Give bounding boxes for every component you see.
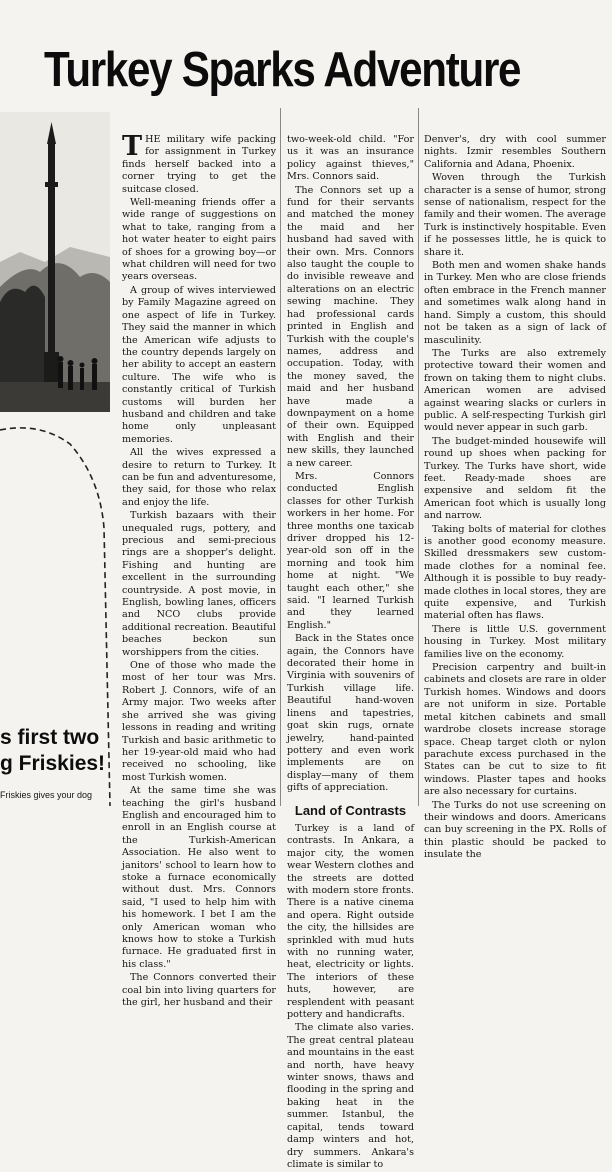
paragraph: HE military wife packing for assignment in Turkey finds herself backed into a corner trying to get the suitcase closed. (122, 134, 276, 195)
paragraph: All the wives expressed a desire to return to Turkey. It can be fun and adventuresome, they said, for those who relax and enjoy the life. (122, 447, 276, 508)
paragraph: A group of wives interviewed by Family Magazine agreed on one aspect of life in Turkey. They said the manner in which the American wife adjusts to the country depends largely on her ability to accept an eastern culture. The wife who is constantly critical of Turkish customs will burden her husband and children and take home only unpleasant memories. (122, 284, 276, 445)
ad-headline-line1: s first two (0, 726, 100, 749)
paragraph: two-week-old child. "For us it was an insurance policy against thieves," Mrs. Connors said. (287, 134, 414, 183)
paragraph: The budget-minded housewife will round up shoes when packing for Turkey. The Turks have short, wide feet. Ready-made shoes are expensive and seldom fit the American foot which is usually long and narrow. (424, 435, 606, 522)
paragraph: One of those who made the most of her tour was Mrs. Robert J. Connors, wife of an Army major. Two weeks after she arrived she was giving lessons in reading and writing Turkish and basic arithmetic to her 19-year-old maid who had received no schooling, like most Turkish women. (122, 660, 276, 783)
paragraph: Turkish bazaars with their unequaled rugs, pottery, and precious and semi-precious rings are a shopper's delight. Fishing and hunting are excellent in the surrounding countryside. A post movie, in English, bowling lanes, officers and NCO clubs provide additional recreation. Beautiful beaches beckon sun worshippers from the cities. (122, 510, 276, 658)
ad-headline-line2: g Friskies! (0, 752, 106, 775)
column-rule (280, 108, 281, 806)
article-column-3 (424, 134, 606, 863)
ad-small-text: Friskies gives your dog (0, 790, 93, 800)
drop-cap: T (122, 131, 143, 162)
paragraph: The Connors converted their coal bin into living quarters for the girl, her husband and their (122, 972, 276, 1009)
paragraph: Denver's, dry with cool summer nights. Izmir resembles Southern California and Adana, Phoenix. (424, 134, 606, 170)
paragraph: The Turks do not use screening on their windows and doors. Americans can buy screening in the PX. Rolls of thin plastic should be packed to insulate the (424, 799, 606, 861)
paragraph: The climate also varies. The great central plateau and mountains in the east and north, have heavy winter snows, thaws and flooding in the spring and baking heat in the summer. Istanbul, the capital, tends toward damp winters and hot, dry summers. Ankara's climate is similar to (287, 1022, 414, 1170)
subheading: Land of Contrasts (294, 802, 407, 818)
paragraph: Precision carpentry and built-in cabinets and closets are rare in older Turkish homes. Windows and doors are not uniform in size. Portable metal kitchen cabinets and small wardrobe closets increase storage space. Cheap target cloth or nylon parachute excess purchased in the States can be cut to size to fit windows. Plaster tapes and hooks are also necessary for curtains. (424, 662, 606, 798)
article-column-2 (287, 134, 414, 1172)
column-rule (418, 108, 419, 806)
paragraph: At the same time she was teaching the girl's husband English and encouraged him to enroll in an English course at the Turkish-American Association. He also went to janitors' school to learn how to stoke a furnace economically without dust. Mrs. Connors said, "I used to help him with his homework. I bet I am the only American woman who knows how to stoke a Turkish furnace. He graduated first in his class." (122, 785, 276, 970)
minaret-photo (0, 112, 110, 412)
paragraph: The Turks are also extremely protective toward their women and frown on taking them to night clubs. American women are advised against wearing slacks or curlers in public. A self-respecting Turkish girl would never appear in such garb. (424, 347, 606, 434)
paragraph: The Connors set up a fund for their servants and matched the money the maid and her husband had saved with their own. Mrs. Connors also taught the couple to do invisible reweave and alterations on an electric sewing machine. They had professional cards printed in English and Turkish with the couple's names, address and occupation. Today, with the money saved, the maid and her husband have made a downpayment on a home of their own. Equipped with English and their new skills, they launched a new career. (287, 184, 414, 469)
paragraph: Woven through the Turkish character is a sense of humor, strong sense of nationalism, respect for the family and their women. The average Turk is instinctively hospitable. Even if he possesses little, he is quick to share it. (424, 172, 606, 258)
paragraph: There is little U.S. government housing in Turkey. Most military families live on the economy. (424, 623, 606, 660)
headline: Turkey Sparks Adventure (44, 43, 521, 97)
paragraph: Both men and women shake hands in Turkey. Men who are close friends often embrace in the French manner and sometimes walk along hand in hand. Simply a custom, this should not be taken as a sign of lack of masculinity. (424, 260, 606, 346)
paragraph: Mrs. Connors conducted English classes for other Turkish workers in her home. For three months one taxicab driver dropped his 12-year-old son off in the morning and took him home at night. "We taught each other," she said. "I learned Turkish and they learned English." (287, 470, 414, 631)
article-column-1 (122, 131, 276, 1010)
paragraph: Turkey is a land of contrasts. In Ankara, a major city, the women wear Western clothes and the streets are dotted with modern store fronts. There is a native cinema and opera. Right outside the city, the hillsides are sprinkled with mud huts with no running water, heat, electricity or lights. The interiors of these huts, however, are resplendent with peasant pottery and handicrafts. (287, 822, 414, 1021)
paragraph: Well-meaning friends offer a wide range of suggestions on what to take, ranging from a hot water heater to eight pairs of shoes for a growing boy—or what children will need for two years overseas. (122, 197, 276, 283)
paragraph: Taking bolts of material for clothes is another good economy measure. Skilled dressmakers sew custom-made clothes for a nominal fee. Although it is possible to buy ready-made clothes in local stores, they are quite expensive, and Turkish material often has flaws. (424, 523, 606, 622)
paragraph: Back in the States once again, the Connors have decorated their home in Virginia with souvenirs of Turkish village life. Beautiful hand-woven linens and tapestries, goat skin rugs, ornate jewelry, hand-painted pottery and even work implements are on display—many of them gifts of appreciation. (287, 633, 414, 794)
